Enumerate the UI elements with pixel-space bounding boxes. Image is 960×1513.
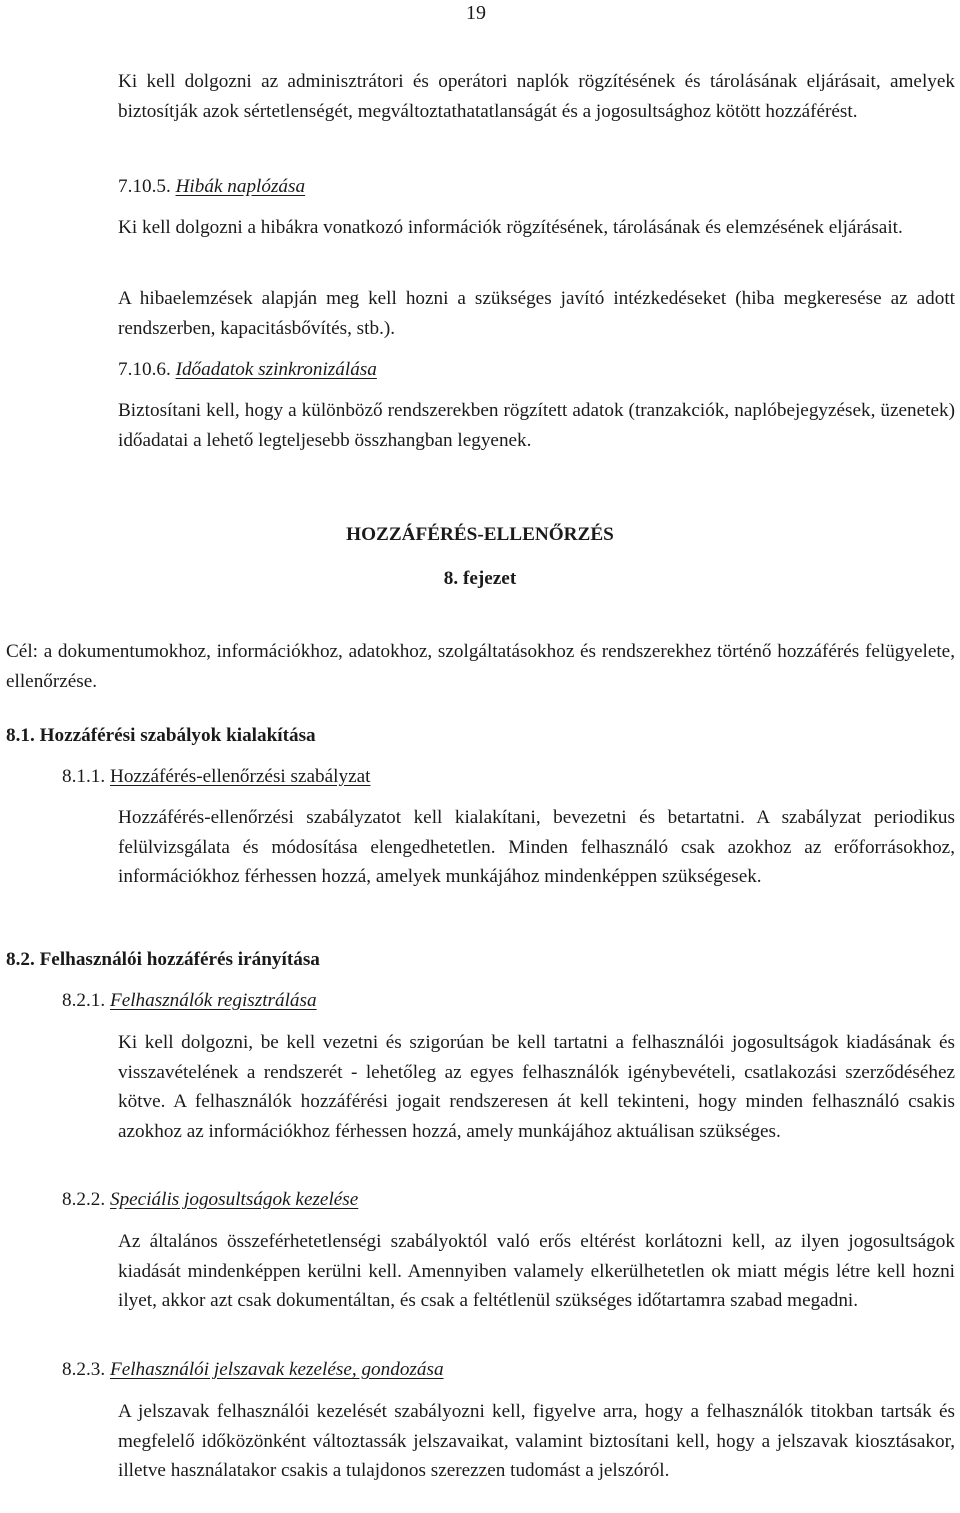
section-7-10-5-heading <box>118 172 305 201</box>
paragraph-7-10-5-a: Ki kell dolgozni a hibákra vonatkozó információk rögzítésének, tárolásának és elemzésének eljárásait. <box>118 217 903 238</box>
section-7-10-6-heading <box>118 355 377 384</box>
section-title: Speciális jogosultságok kezelése <box>109 1189 359 1210</box>
section-8-1-heading: 8.1. Hozzáférési szabályok kialakítása <box>6 725 316 746</box>
paragraph-8-2-2: Az általános összeférhetetlenségi szabályoktól való erős eltérést korlátozni kell, az ilyen jogosultságok kiadását mindenképpen kerülni kell. Amennyiben valamely elkerülhetetlen ok miatt mégis létre kell hozni ilyet, akkor azt csak dokumentáltan, és csak a feltétlenül szükséges időtartamra szabad megadni. <box>118 1231 955 1311</box>
paragraph-7-10-5-b: A hibaelemzések alapján meg kell hozni a szükséges javító intézkedéseket (hiba megkeresése az adott rendszerben, kapacitásbővítés, stb.). <box>118 288 955 339</box>
section-number: 8.1.1. <box>62 766 110 787</box>
section-number: 7.10.6. <box>118 359 176 380</box>
chapter-number: 8. fejezet <box>443 568 517 589</box>
section-title: Hibák naplózása <box>175 176 306 197</box>
chapter-title: HOZZÁFÉRÉS-ELLENŐRZÉS <box>346 524 614 545</box>
paragraph-8-1-1: Hozzáférés-ellenőrzési szabályzatot kell kialakítani, bevezetni és betartatni. A szabályzat periodikus felülvizsgálata és módosítása elengedhetetlen. Minden felhasználó csak azokhoz az erőforrásokhoz, információkhoz férhessen hozzá, amelyek munkájához mindenképpen szükségesek. <box>118 807 955 887</box>
section-number: 8.2.2. <box>62 1189 110 1210</box>
section-8-1-1-heading <box>62 762 370 791</box>
section-8-2-3-heading <box>62 1355 444 1384</box>
paragraph-goal: Cél: a dokumentumokhoz, információkhoz, adatokhoz, szolgáltatásokhoz és rendszerekhez történő hozzáférés felügyelete, ellenőrzése. <box>6 641 955 692</box>
section-title: Időadatok szinkronizálása <box>175 359 377 380</box>
section-number: 8.2.3. <box>62 1359 110 1380</box>
section-number: 8.2.1. <box>62 990 110 1011</box>
section-number: 7.10.5. <box>118 176 176 197</box>
paragraph-admin-logs: Ki kell dolgozni az adminisztrátori és operátori naplók rögzítésének és tárolásának eljárásait, amelyek biztosítják azok sértetlenségét, megváltoztathatatlanságát és a jogosultsághoz kötött hozzáférést. <box>118 71 955 122</box>
paragraph-8-2-3: A jelszavak felhasználói kezelését szabályozni kell, figyelve arra, hogy a felhasználók titokban tartsák és megfelelő időközönként változtassák jelszavaikat, valamint biztosítani kell, hogy a jelszavak kiosztásakor, illetve használatakor csakis a tulajdonos szerezzen tudomást a jelszóról. <box>118 1401 955 1481</box>
paragraph-7-10-6: Biztosítani kell, hogy a különböző rendszerekben rögzített adatok (tranzakciók, naplóbejegyzések, üzenetek) időadatai a lehető legteljesebb összhangban legyenek. <box>118 400 955 451</box>
page-number: 19 <box>466 2 486 24</box>
section-title: Hozzáférés-ellenőrzési szabályzat <box>109 766 371 787</box>
section-8-2-1-heading <box>62 986 317 1015</box>
section-title: Felhasználók regisztrálása <box>109 990 317 1011</box>
section-8-2-2-heading <box>62 1185 358 1214</box>
paragraph-8-2-1: Ki kell dolgozni, be kell vezetni és szigorúan be kell tartatni a felhasználói jogosultságok kiadásának és visszavételének a rendszerét - lehetőleg az egyes felhasználók igénybevételi, csatlakozási szerződéséhez kötve. A felhasználók hozzáférési jogait rendszeresen át kell tekinteni, hogy minden felhasználó csakis azokhoz az információkhoz férhessen hozzá, amely munkájához aktuálisan szükséges. <box>118 1032 955 1142</box>
section-8-2-heading: 8.2. Felhasználói hozzáférés irányítása <box>6 949 320 970</box>
section-title: Felhasználói jelszavak kezelése, gondozása <box>109 1359 444 1380</box>
